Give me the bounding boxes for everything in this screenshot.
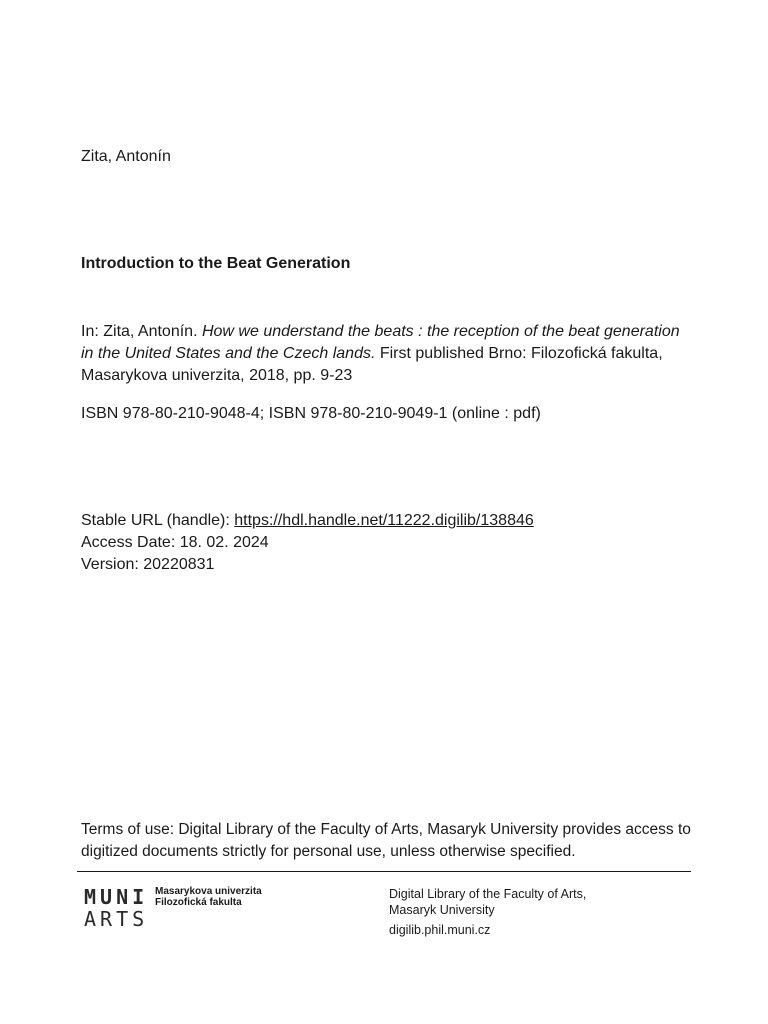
- document-title: Introduction to the Beat Generation: [81, 255, 351, 272]
- logo-university-name: Masarykova univerzita: [155, 886, 262, 897]
- library-name-line1: Digital Library of the Faculty of Arts,: [389, 887, 587, 901]
- library-name-line2: Masaryk University: [389, 903, 495, 917]
- stable-url-label: Stable URL (handle):: [81, 512, 235, 529]
- muni-arts-logo: [84, 884, 284, 932]
- terms-of-use: Terms of use: Digital Library of the Faculty of Arts, Masaryk University provides access to digitized documents strictly for personal use, unless otherwise specified.: [81, 821, 691, 860]
- citation-book-title: How we understand the beats : the reception of the beat generation in the United States and the Czech lands.: [81, 323, 680, 362]
- footer-divider: [77, 871, 691, 872]
- stable-url-line: [81, 510, 691, 532]
- logo-arts-text: ARTS: [84, 907, 149, 931]
- access-date: Access Date: 18. 02. 2024: [81, 534, 269, 551]
- stable-url-link[interactable]: https://hdl.handle.net/11222.digilib/138846: [234, 512, 534, 529]
- logo-institution: [155, 886, 262, 908]
- logo-muni-text: MUNI: [84, 885, 149, 909]
- citation-prefix: In: Zita, Antonín.: [81, 323, 202, 340]
- logo-faculty-name: Filozofická fakulta: [155, 897, 242, 908]
- library-url[interactable]: digilib.phil.muni.cz: [389, 923, 491, 937]
- isbn: ISBN 978-80-210-9048-4; ISBN 978-80-210-9049-1 (online : pdf): [81, 405, 541, 422]
- citation: [81, 321, 691, 387]
- library-info: [389, 886, 586, 938]
- version: Version: 20220831: [81, 556, 215, 573]
- author-name: Zita, Antonín: [81, 148, 171, 165]
- document-metadata: [81, 510, 691, 576]
- citation-suffix: First published Brno: Filozofická fakulta, Masarykova univerzita, 2018, pp. 9-23: [81, 345, 663, 384]
